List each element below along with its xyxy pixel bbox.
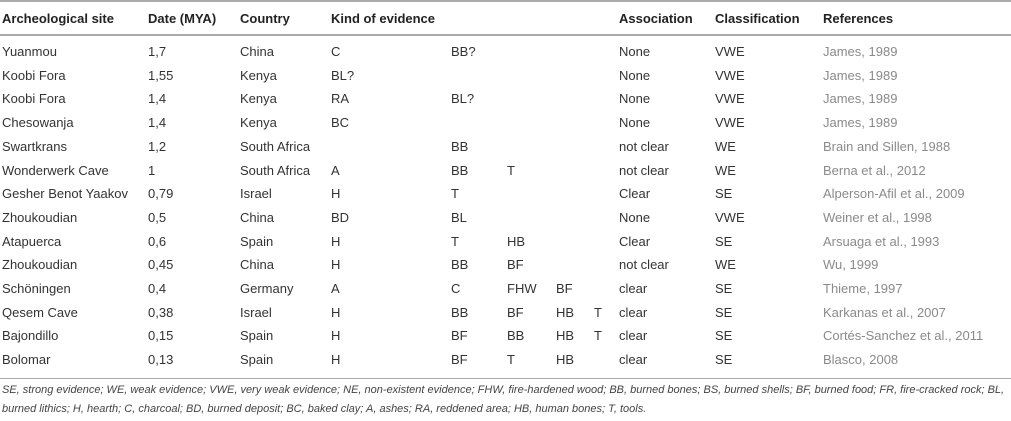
table-row — [0, 253, 1011, 276]
table-row — [0, 159, 1011, 182]
cell-evidence: H — [331, 304, 341, 320]
cell-evidence: H — [331, 352, 341, 368]
cell-country: Kenya — [240, 115, 277, 131]
table-row — [0, 111, 1011, 134]
table-row — [0, 135, 1011, 158]
cell-site: Wonderwerk Cave — [2, 162, 109, 178]
cell-reference: Berna et al., 2012 — [823, 162, 926, 178]
cell-evidence: HB — [556, 304, 575, 320]
table-footnote: SE, strong evidence; WE, weak evidence; VWE, very weak evidence; NE, non-existent evidence; FHW, fire-hardened wood; BB, burned bones; BS, burned shells; BF, burned food; FR, fire-cracked rock; BL, burned lithics; H, hearth; C, charcoal; BD, burned deposit; BC, baked clay; A, ashes; RA, reddened area; HB, human bones; T, tools. — [2, 384, 1005, 415]
cell-site: Atapuerca — [2, 233, 62, 249]
table-row — [0, 182, 1011, 205]
cell-evidence: H — [331, 257, 341, 273]
cell-evidence: T — [507, 162, 515, 178]
cell-classification: VWE — [715, 91, 745, 107]
cell-date: 0,45 — [148, 257, 174, 273]
cell-country: Israel — [240, 304, 272, 320]
cell-country: South Africa — [240, 162, 311, 178]
cell-date: 0,79 — [148, 186, 174, 202]
cell-evidence: C — [451, 281, 461, 296]
cell-evidence: BF — [451, 352, 468, 368]
cell-evidence: BF — [451, 328, 468, 344]
cell-classification: SE — [715, 304, 733, 320]
table-row — [0, 40, 1011, 63]
cell-classification: WE — [715, 138, 736, 154]
header-association: Association — [619, 11, 693, 26]
header-date: Date (MYA) — [148, 11, 217, 26]
header-country: Country — [240, 11, 290, 26]
cell-association: clear — [619, 281, 648, 296]
cell-classification: VWE — [715, 67, 745, 83]
cell-evidence: T — [507, 352, 515, 368]
cell-site: Qesem Cave — [2, 304, 78, 320]
cell-evidence: T — [451, 233, 459, 249]
cell-date: 1 — [148, 162, 156, 178]
cell-date: 0,5 — [148, 209, 167, 225]
table-row — [0, 206, 1011, 229]
header-evidence: Kind of evidence — [331, 11, 436, 26]
cell-reference: Karkanas et al., 2007 — [823, 304, 946, 320]
cell-association: not clear — [619, 257, 669, 273]
cell-reference: Weiner et al., 1998 — [823, 209, 932, 225]
cell-evidence: BB — [451, 138, 469, 154]
cell-classification: SE — [715, 233, 733, 249]
cell-country: Israel — [240, 186, 272, 202]
cell-evidence: BC — [331, 115, 350, 131]
header-references: References — [823, 11, 894, 26]
cell-site: Koobi Fora — [2, 91, 66, 107]
cell-evidence: FHW — [507, 281, 537, 296]
cell-date: 0,38 — [148, 304, 174, 320]
cell-evidence: BB — [451, 304, 469, 320]
cell-evidence: BB — [451, 257, 469, 273]
cell-classification: WE — [715, 162, 736, 178]
header-classification: Classification — [715, 11, 800, 26]
cell-reference: James, 1989 — [823, 44, 898, 59]
cell-association: None — [619, 209, 651, 225]
cell-evidence: BD — [331, 209, 350, 225]
cell-evidence: BF — [507, 304, 524, 320]
cell-evidence: BL — [451, 209, 467, 225]
cell-country: Kenya — [240, 67, 277, 83]
cell-date: 1,4 — [148, 91, 167, 107]
cell-evidence: HB — [556, 328, 575, 344]
table-row — [0, 87, 1011, 110]
cell-evidence: H — [331, 328, 341, 344]
cell-association: None — [619, 44, 651, 59]
cell-date: 0,15 — [148, 328, 174, 344]
cell-date: 0,13 — [148, 352, 174, 368]
cell-reference: Thieme, 1997 — [823, 281, 903, 296]
cell-country: Germany — [240, 281, 294, 296]
cell-site: Schöningen — [2, 281, 71, 296]
cell-evidence: BB? — [451, 44, 476, 59]
cell-country: China — [240, 209, 274, 225]
table-header — [0, 0, 1011, 36]
table-row — [0, 64, 1011, 87]
table-row — [0, 230, 1011, 253]
cell-evidence: T — [594, 328, 602, 344]
cell-association: clear — [619, 352, 648, 368]
cell-evidence: BL? — [451, 91, 475, 107]
table-bottom-rule — [0, 378, 1011, 379]
cell-reference: James, 1989 — [823, 67, 898, 83]
cell-country: Spain — [240, 352, 274, 368]
cell-association: None — [619, 91, 651, 107]
cell-evidence: BF — [556, 281, 573, 296]
cell-classification: VWE — [715, 209, 745, 225]
cell-classification: SE — [715, 328, 733, 344]
table-row — [0, 324, 1011, 347]
cell-site: Zhoukoudian — [2, 209, 78, 225]
cell-reference: Brain and Sillen, 1988 — [823, 138, 951, 154]
cell-evidence: A — [331, 281, 340, 296]
cell-association: not clear — [619, 162, 669, 178]
table-row — [0, 348, 1011, 371]
cell-evidence: HB — [556, 352, 575, 368]
cell-date: 1,7 — [148, 44, 167, 59]
cell-country: South Africa — [240, 138, 311, 154]
cell-site: Yuanmou — [2, 44, 57, 59]
cell-reference: Alperson-Afil et al., 2009 — [823, 186, 965, 202]
cell-association: None — [619, 115, 651, 131]
cell-site: Zhoukoudian — [2, 257, 78, 273]
cell-evidence: T — [451, 186, 459, 202]
cell-evidence: A — [331, 162, 340, 178]
cell-reference: Blasco, 2008 — [823, 352, 899, 368]
cell-country: China — [240, 257, 274, 273]
cell-association: None — [619, 67, 651, 83]
cell-classification: VWE — [715, 44, 745, 59]
cell-evidence: BF — [507, 257, 524, 273]
cell-classification: VWE — [715, 115, 745, 131]
cell-evidence: H — [331, 233, 341, 249]
cell-evidence: BL? — [331, 67, 355, 83]
cell-association: not clear — [619, 138, 669, 154]
cell-country: Kenya — [240, 91, 277, 107]
cell-reference: Cortés-Sanchez et al., 2011 — [823, 328, 984, 344]
cell-country: Spain — [240, 328, 274, 344]
cell-evidence: T — [594, 304, 602, 320]
cell-date: 0,6 — [148, 233, 167, 249]
cell-reference: Wu, 1999 — [823, 257, 879, 273]
cell-date: 1,2 — [148, 138, 167, 154]
cell-date: 1,4 — [148, 115, 167, 131]
cell-classification: SE — [715, 281, 733, 296]
cell-reference: James, 1989 — [823, 115, 898, 131]
cell-evidence: HB — [507, 233, 526, 249]
cell-site: Bajondillo — [2, 328, 59, 344]
cell-association: clear — [619, 328, 648, 344]
cell-site: Chesowanja — [2, 115, 74, 131]
cell-evidence: C — [331, 44, 341, 59]
cell-site: Gesher Benot Yaakov — [2, 186, 128, 202]
cell-evidence: H — [331, 186, 341, 202]
table-row — [0, 301, 1011, 324]
cell-classification: SE — [715, 186, 733, 202]
cell-country: China — [240, 44, 274, 59]
cell-date: 1,55 — [148, 67, 174, 83]
cell-site: Swartkrans — [2, 138, 68, 154]
cell-reference: James, 1989 — [823, 91, 898, 107]
cell-association: Clear — [619, 233, 651, 249]
cell-evidence: BB — [451, 162, 469, 178]
cell-reference: Arsuaga et al., 1993 — [823, 233, 940, 249]
cell-site: Bolomar — [2, 352, 51, 368]
cell-evidence: RA — [331, 91, 350, 107]
cell-association: clear — [619, 304, 648, 320]
cell-classification: SE — [715, 352, 733, 368]
cell-evidence: BB — [507, 328, 525, 344]
header-site: Archeological site — [2, 11, 114, 26]
cell-site: Koobi Fora — [2, 67, 66, 83]
cell-date: 0,4 — [148, 281, 167, 296]
table-row — [0, 277, 1011, 300]
cell-association: Clear — [619, 186, 651, 202]
cell-country: Spain — [240, 233, 274, 249]
cell-classification: WE — [715, 257, 736, 273]
